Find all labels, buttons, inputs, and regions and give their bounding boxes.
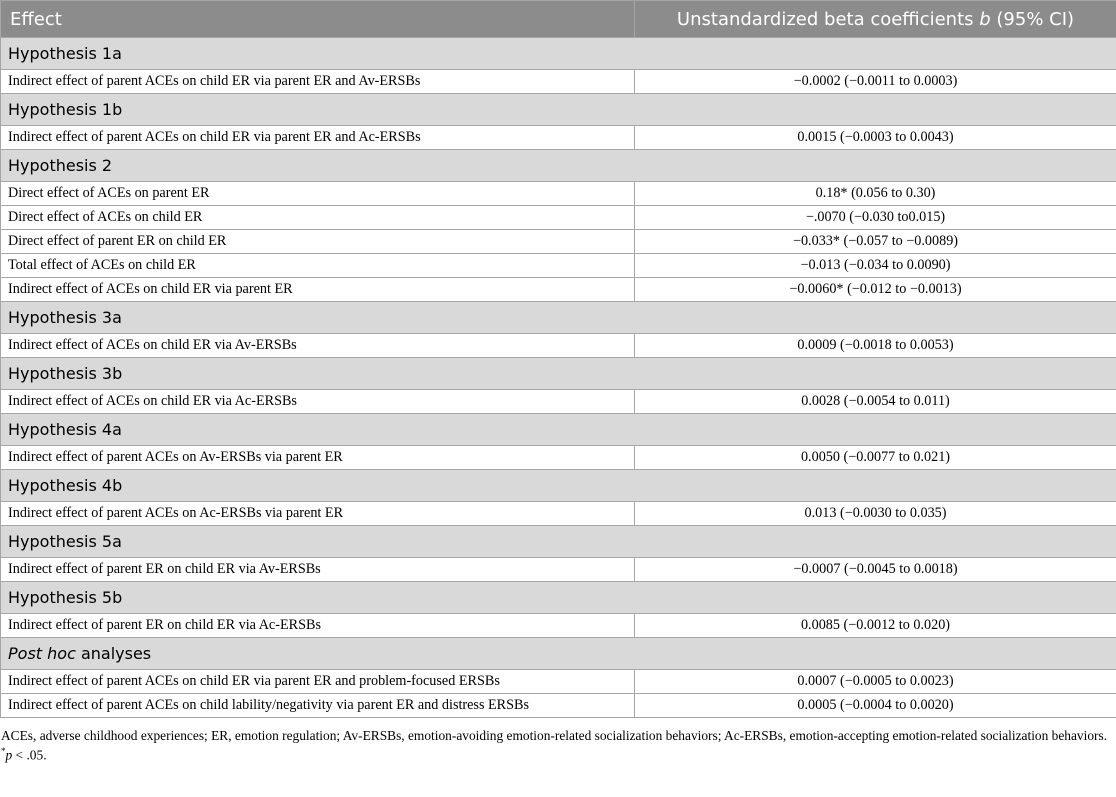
group-row [1,150,1116,182]
effect-cell: Indirect effect of parent ACEs on child ER via parent ER and problem-focused ERSBs [1,670,635,694]
group-title: Hypothesis 4a [1,414,1116,446]
coefficient-cell: −0.0007 (−0.0045 to 0.0018) [635,558,1116,582]
effect-cell: Indirect effect of parent ER on child ER via Av-ERSBs [1,558,635,582]
effect-cell: Direct effect of ACEs on child ER [1,206,635,230]
effect-cell: Indirect effect of parent ACEs on Av-ERSBs via parent ER [1,446,635,470]
group-row [1,358,1116,390]
coefficient-cell: −0.033* (−0.057 to −0.0089) [635,230,1116,254]
effect-cell: Direct effect of ACEs on parent ER [1,182,635,206]
table-row [1,694,1116,718]
coefficient-cell: 0.013 (−0.0030 to 0.035) [635,502,1116,526]
significance-p: p [5,747,13,763]
group-title-rest: analyses [75,644,152,663]
effect-cell: Indirect effect of ACEs on child ER via Ac-ERSBs [1,390,635,414]
header-coef-b: b [979,8,991,30]
effect-cell: Indirect effect of parent ACEs on child ER via parent ER and Av-ERSBs [1,70,635,94]
coefficient-cell: −0.013 (−0.034 to 0.0090) [635,254,1116,278]
table-row [1,70,1116,94]
table-row [1,502,1116,526]
group-title: Hypothesis 4b [1,470,1116,502]
group-title: Hypothesis 5a [1,526,1116,558]
effect-cell: Indirect effect of ACEs on child ER via Av-ERSBs [1,334,635,358]
table-row [1,446,1116,470]
table-notes: ACEs, adverse childhood experiences; ER, emotion regulation; Av-ERSBs, emotion-avoiding emotion-related socialization behaviors; Ac-ERSBs, emotion-accepting emotion-related socialization behaviors. [1,728,1108,743]
header-coefficients [635,1,1116,38]
table-row [1,278,1116,302]
table-row [1,670,1116,694]
significance-rest: < .05. [12,747,47,763]
coefficient-cell: −0.0002 (−0.0011 to 0.0003) [635,70,1116,94]
coefficient-cell: 0.0005 (−0.0004 to 0.0020) [635,694,1116,718]
group-title: Hypothesis 5b [1,582,1116,614]
table-row [1,126,1116,150]
coefficient-cell: 0.0028 (−0.0054 to 0.011) [635,390,1116,414]
table-row [1,230,1116,254]
group-title: Hypothesis 3a [1,302,1116,334]
table-row [1,614,1116,638]
table-row [1,334,1116,358]
table-row [1,254,1116,278]
coefficient-cell: 0.0050 (−0.0077 to 0.021) [635,446,1116,470]
table-row [1,558,1116,582]
effect-cell: Indirect effect of parent ER on child ER via Ac-ERSBs [1,614,635,638]
group-title: Hypothesis 3b [1,358,1116,390]
table-row [1,390,1116,414]
header-coef-prefix: Unstandardized beta coefficients [676,8,980,30]
group-row [1,526,1116,558]
coefficient-cell: 0.0009 (−0.0018 to 0.0053) [635,334,1116,358]
coefficient-cell: −.0070 (−0.030 to0.015) [635,206,1116,230]
coefficient-cell: −0.0060* (−0.012 to −0.0013) [635,278,1116,302]
coefficient-cell: 0.18* (0.056 to 0.30) [635,182,1116,206]
group-row [1,302,1116,334]
group-row [1,414,1116,446]
group-row [1,582,1116,614]
coefficient-cell: 0.0085 (−0.0012 to 0.020) [635,614,1116,638]
group-row [1,94,1116,126]
group-title: Hypothesis 2 [1,150,1116,182]
header-effect: Effect [1,1,635,38]
effect-cell: Total effect of ACEs on child ER [1,254,635,278]
group-title-italic: Post hoc [8,644,76,663]
coefficient-cell: 0.0007 (−0.0005 to 0.0023) [635,670,1116,694]
significance-footnote [0,746,1116,763]
table-row [1,206,1116,230]
group-title [1,638,1116,670]
significance-marker: * [1,746,6,756]
effect-cell: Indirect effect of parent ACEs on child lability/negativity via parent ER and distress ERSBs [1,694,635,718]
effect-cell: Indirect effect of parent ACEs on Ac-ERSBs via parent ER [1,502,635,526]
group-title: Hypothesis 1a [1,38,1116,70]
table-row [1,182,1116,206]
group-title: Hypothesis 1b [1,94,1116,126]
group-row [1,38,1116,70]
group-row [1,638,1116,670]
header-coef-suffix: (95% CI) [990,8,1075,30]
effect-cell: Indirect effect of parent ACEs on child ER via parent ER and Ac-ERSBs [1,126,635,150]
effect-cell: Indirect effect of ACEs on child ER via parent ER [1,278,635,302]
group-row [1,470,1116,502]
coefficient-cell: 0.0015 (−0.0003 to 0.0043) [635,126,1116,150]
table-header-row [1,1,1116,38]
effect-cell: Direct effect of parent ER on child ER [1,230,635,254]
